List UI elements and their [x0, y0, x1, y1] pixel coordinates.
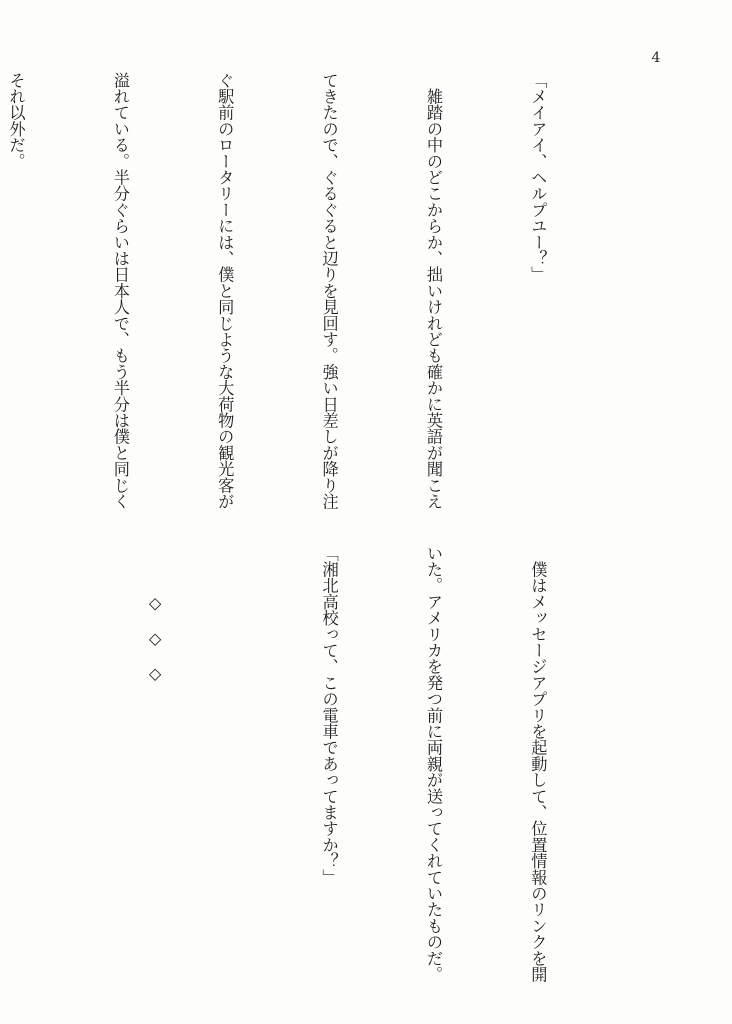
page-number: 4 — [651, 50, 661, 66]
text-block-top — [6, 72, 624, 510]
text-line: 「湘北高校って、この電車であってますか？」 — [319, 545, 339, 886]
text-line: 僕はメッセージアプリを起動して、位置情報のリンクを開 — [528, 545, 548, 983]
text-line: 「メイアイ、ヘルプユー？」 — [528, 72, 548, 283]
text-line: 雑踏の中のどこからか、拙いけれども確かに英語が聞こえ — [424, 72, 444, 510]
section-break: ◇ ◇ ◇ — [145, 545, 165, 683]
text-line: いた。アメリカを発つ前に両親が送ってくれていたものだ。 — [424, 545, 444, 983]
text-line: てきたので、ぐるぐると辺りを見回す。強い日差しが降り注 — [319, 72, 339, 510]
text-line: ぐ駅前のロータリーには、僕と同じような大荷物の観光客が — [215, 72, 235, 510]
text-block-bottom — [104, 545, 624, 983]
text-line: 溢れている。半分ぐらいは日本人で、もう半分は僕と同じく — [110, 72, 130, 510]
text-line: それ以外だ。 — [6, 72, 26, 170]
